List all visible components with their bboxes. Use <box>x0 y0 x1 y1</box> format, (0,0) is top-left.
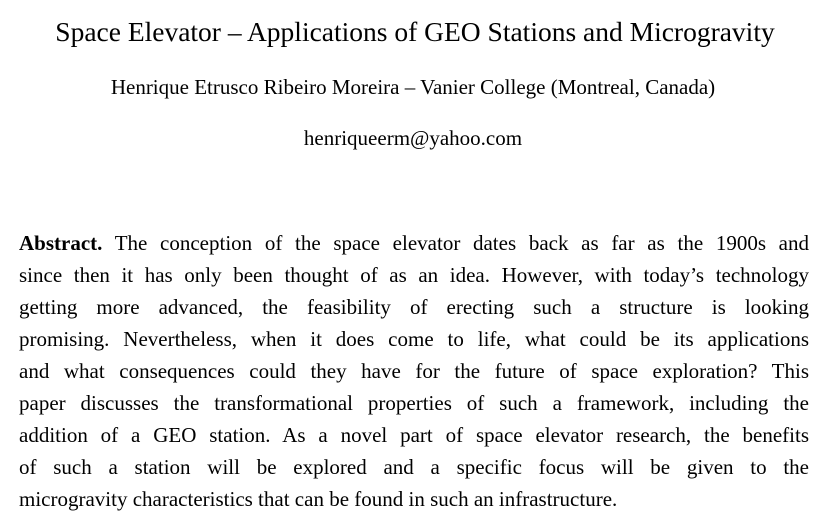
abstract-line-4: promising. Nevertheless, when it does come to life, what could be its applications <box>19 327 809 351</box>
abstract-line-6: paper discusses the transformational properties of such a framework, including the <box>19 391 809 415</box>
abstract-line-8: of such a station will be explored and a specific focus will be given to the <box>19 455 809 479</box>
abstract-line-1 <box>19 227 809 259</box>
abstract-line-5: and what consequences could they have for the future of space exploration? This <box>19 359 809 383</box>
abstract-line-7: addition of a GEO station. As a novel part of space elevator research, the benefits <box>19 423 809 447</box>
abstract-line-2: since then it has only been thought of as an idea. However, with today’s technology <box>19 263 809 287</box>
abstract-label: Abstract. <box>19 231 103 255</box>
author-affiliation: Henrique Etrusco Ribeiro Moreira – Vanier College (Montreal, Canada) <box>110 75 716 99</box>
abstract-line-9: microgravity characteristics that can be found in such an infrastructure. <box>19 487 618 511</box>
abstract-text: The conception of the space elevator dates back as far as the 1900s and <box>102 231 809 255</box>
abstract-line-3: getting more advanced, the feasibility of erecting such a structure is looking <box>19 295 809 319</box>
abstract-paragraph <box>19 227 809 515</box>
paper-title: Space Elevator – Applications of GEO Stations and Microgravity <box>55 16 775 47</box>
author-email: henriqueerm@yahoo.com <box>303 126 523 150</box>
